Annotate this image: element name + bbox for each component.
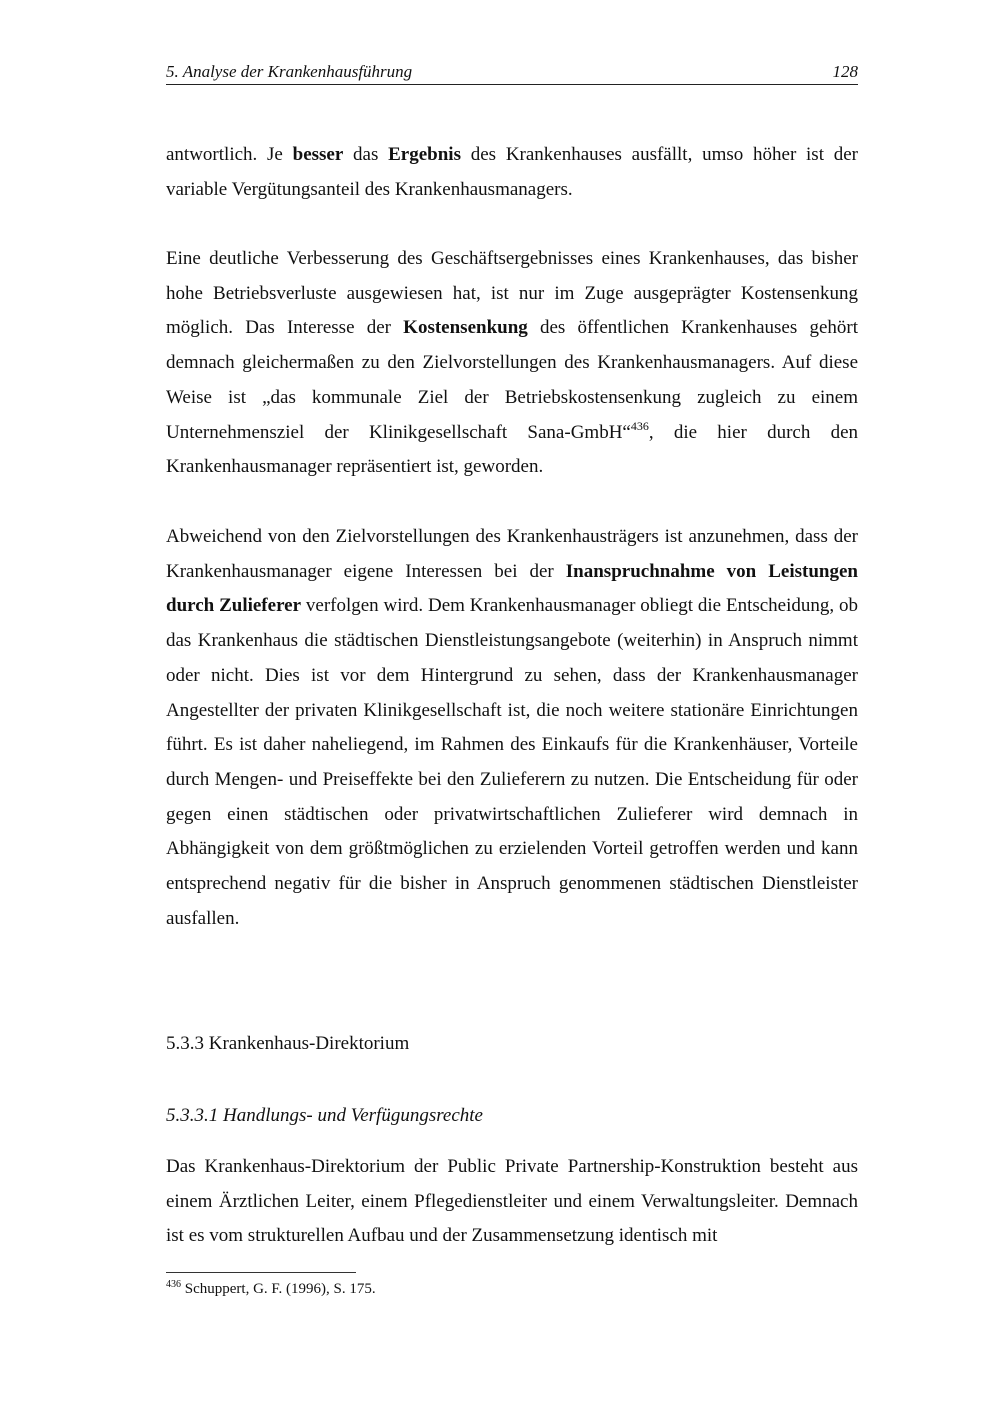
- chapter-title: 5. Analyse der Krankenhausführung: [166, 62, 413, 81]
- text-run: des öffentlichen Krankenhauses gehört demnach gleichermaßen zu den Zielvorstellungen des Krankenhausmanagers. Auf diese Weise ist „das kommunale Ziel der Betriebskostensenkung zugleich zu einem Unternehmensziel der Klinikgesellschaft Sana-GmbH“: [166, 317, 858, 443]
- document-page: [166, 0, 858, 1415]
- text-run: verfolgen wird. Dem Krankenhausmanager obliegt die Entscheidung, ob das Krankenhaus die städtischen Dienstleistungsangebote (weiterhin) in Anspruch nimmt oder nicht. Dies ist vor dem Hintergrund zu sehen, dass der Krankenhausmanager Angestellter der privaten Klinikgesellschaft ist, die noch weitere stationäre Einrichtungen führt. Es ist daher naheliegend, im Rahmen des Einkaufs für die Krankenhäuser, Vorteile durch Mengen- und Preiseffekte bei den Zulieferern zu nutzen. Die Entscheidung für oder gegen einen städtischen oder privatwirtschaftlichen Zulieferer wird demnach in Abhängigkeit von dem größtmöglichen zu erzielenden Vorteil getroffen werden und kann entsprechend negativ für die bisher in Anspruch genommenen städtischen Dienstleister ausfallen.: [166, 595, 858, 929]
- bold-term: besser: [292, 144, 344, 165]
- footnote-reference[interactable]: 436: [630, 418, 649, 433]
- footnote-number: 436: [166, 1279, 181, 1290]
- text-run: antwortlich. Je: [166, 144, 293, 165]
- paragraph-3: [166, 520, 858, 936]
- bold-term: Ergebnis: [388, 144, 461, 165]
- subsection-heading: 5.3.3.1 Handlungs- und Verfügungsrechte: [166, 1105, 483, 1126]
- running-header: [166, 60, 858, 85]
- page-number: 128: [832, 62, 858, 81]
- bold-term: Inanspruchnahme von Leistungen durch Zulieferer: [166, 560, 858, 617]
- text-run: des Krankenhauses ausfällt, umso höher ist der variable Vergütungsanteil des Krankenhausmanagers.: [166, 144, 858, 200]
- text-run: das: [343, 144, 389, 165]
- text-run: , die hier durch den Krankenhausmanager repräsentiert ist, geworden.: [166, 421, 859, 478]
- footnote-separator: [166, 1272, 356, 1273]
- paragraph-2: [166, 242, 858, 485]
- footnote-text: Schuppert, G. F. (1996), S. 175.: [181, 1281, 376, 1297]
- text-run: Abweichend von den Zielvorstellungen des Krankenhausträgers ist anzunehmen, dass der Krankenhausmanager eigene Interessen bei der: [166, 526, 858, 582]
- paragraph-4: [166, 1150, 858, 1254]
- paragraph-1: [166, 138, 858, 207]
- text-run: Eine deutliche Verbesserung des Geschäftsergebnisses eines Krankenhauses, das bisher hohe Betriebsverluste ausgewiesen hat, ist nur im Zuge ausgeprägter Kostensenkung möglich. Das Interesse der: [166, 248, 858, 339]
- section-heading: 5.3.3 Krankenhaus-Direktorium: [166, 1033, 410, 1054]
- bold-term: Kostensenkung: [403, 317, 528, 339]
- text-run: Das Krankenhaus-Direktorium der Public Private Partnership-Konstruktion besteht aus einem Ärztlichen Leiter, einem Pflegedienstleiter und einem Verwaltungsleiter. Demnach ist es vom strukturellen Aufbau und der Zusammensetzung identisch mit: [166, 1156, 858, 1247]
- footnote: [166, 1278, 376, 1300]
